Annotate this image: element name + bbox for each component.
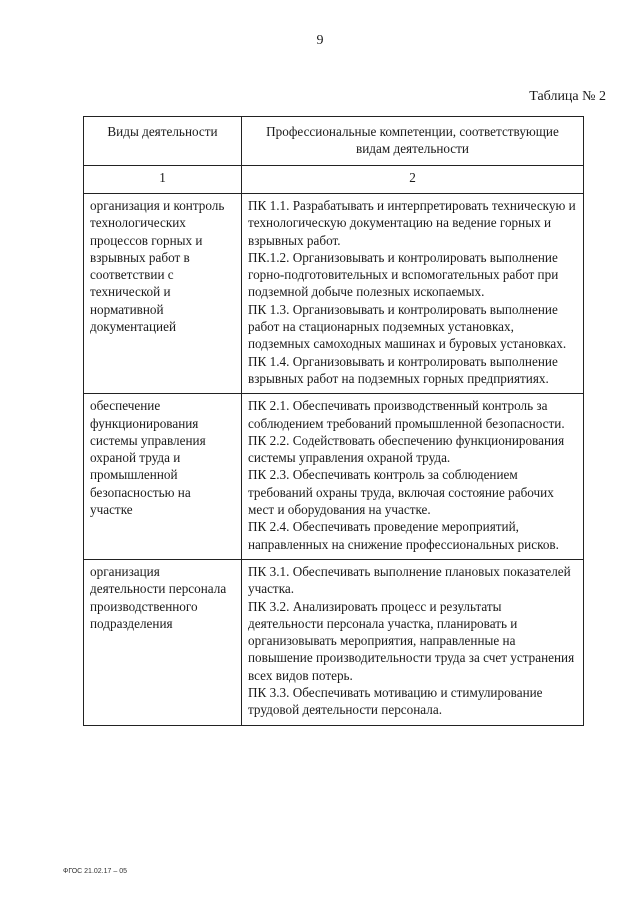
footer-code: ФГОС 21.02.17 – 05 [63,868,127,875]
competency-item: ПК 2.3. Обеспечивать контроль за соблюдением требований охраны труда, включая состояние рабочих мест и оборудования на участке. [248,467,554,518]
page-number: 9 [316,33,324,48]
competency-item: ПК 2.1. Обеспечивать производственный контроль за соблюдением требований промышленной безопасности. [248,398,565,431]
activity-cell: организация и контроль технологических процессов горных и взрывных работ в соответствии с технической и нормативной документацией [84,194,242,394]
table-caption: Таблица № 2 [529,89,606,104]
table-row [84,394,584,560]
competency-item: ПК.1.2. Организовывать и контролировать выполнение горно-подготовительных и вспомогательных работ при подземной добыче полезных ископаемых. [248,249,559,300]
competency-item: ПК 3.3. Обеспечивать мотивацию и стимулирование трудовой деятельности персонала. [248,685,543,718]
competencies-cell [242,394,584,560]
column-number-row [84,166,584,194]
competency-item: ПК 1.1. Разрабатывать и интерпретировать техническую и технологическую документацию на ведение горных и взрывных работ. [248,198,576,248]
column-number-2: 2 [242,166,584,194]
competencies-cell [242,559,584,725]
competency-item: ПК 1.4. Организовывать и контролировать выполнение взрывных работ на подземных горных предприятиях. [248,353,558,386]
header-row [84,117,584,166]
competencies-table [83,116,584,726]
competency-item: ПК 2.4. Обеспечивать проведение мероприятий, направленных на снижение профессиональных рисков. [248,519,559,552]
activity-cell: обеспечение функционирования системы управления охраной труда и промышленной безопасностью на участке [84,394,242,560]
competency-item: ПК 2.2. Содействовать обеспечению функционирования системы управления охраной труда. [248,432,565,466]
header-competencies: Профессиональные компетенции, соответствующие видам деятельности [242,117,584,166]
header-activities: Виды деятельности [84,117,242,166]
competency-item: ПК 3.1. Обеспечивать выполнение плановых показателей участка. [248,563,571,597]
activity-cell: организация деятельности персонала производственного подразделения [84,559,242,725]
table-row [84,194,584,394]
competency-item: ПК 1.3. Организовывать и контролировать выполнение работ на стационарных подземных установках, подземных самоходных машинах и буровых установках. [248,301,567,352]
competency-item: ПК 3.2. Анализировать процесс и результаты деятельности персонала участка, планировать и организовывать мероприятия, направленные на повышение производительности труда за счет устранения всех видов потерь. [248,598,575,683]
column-number-1: 1 [84,166,242,194]
table-row [84,559,584,725]
competencies-cell [242,194,584,394]
